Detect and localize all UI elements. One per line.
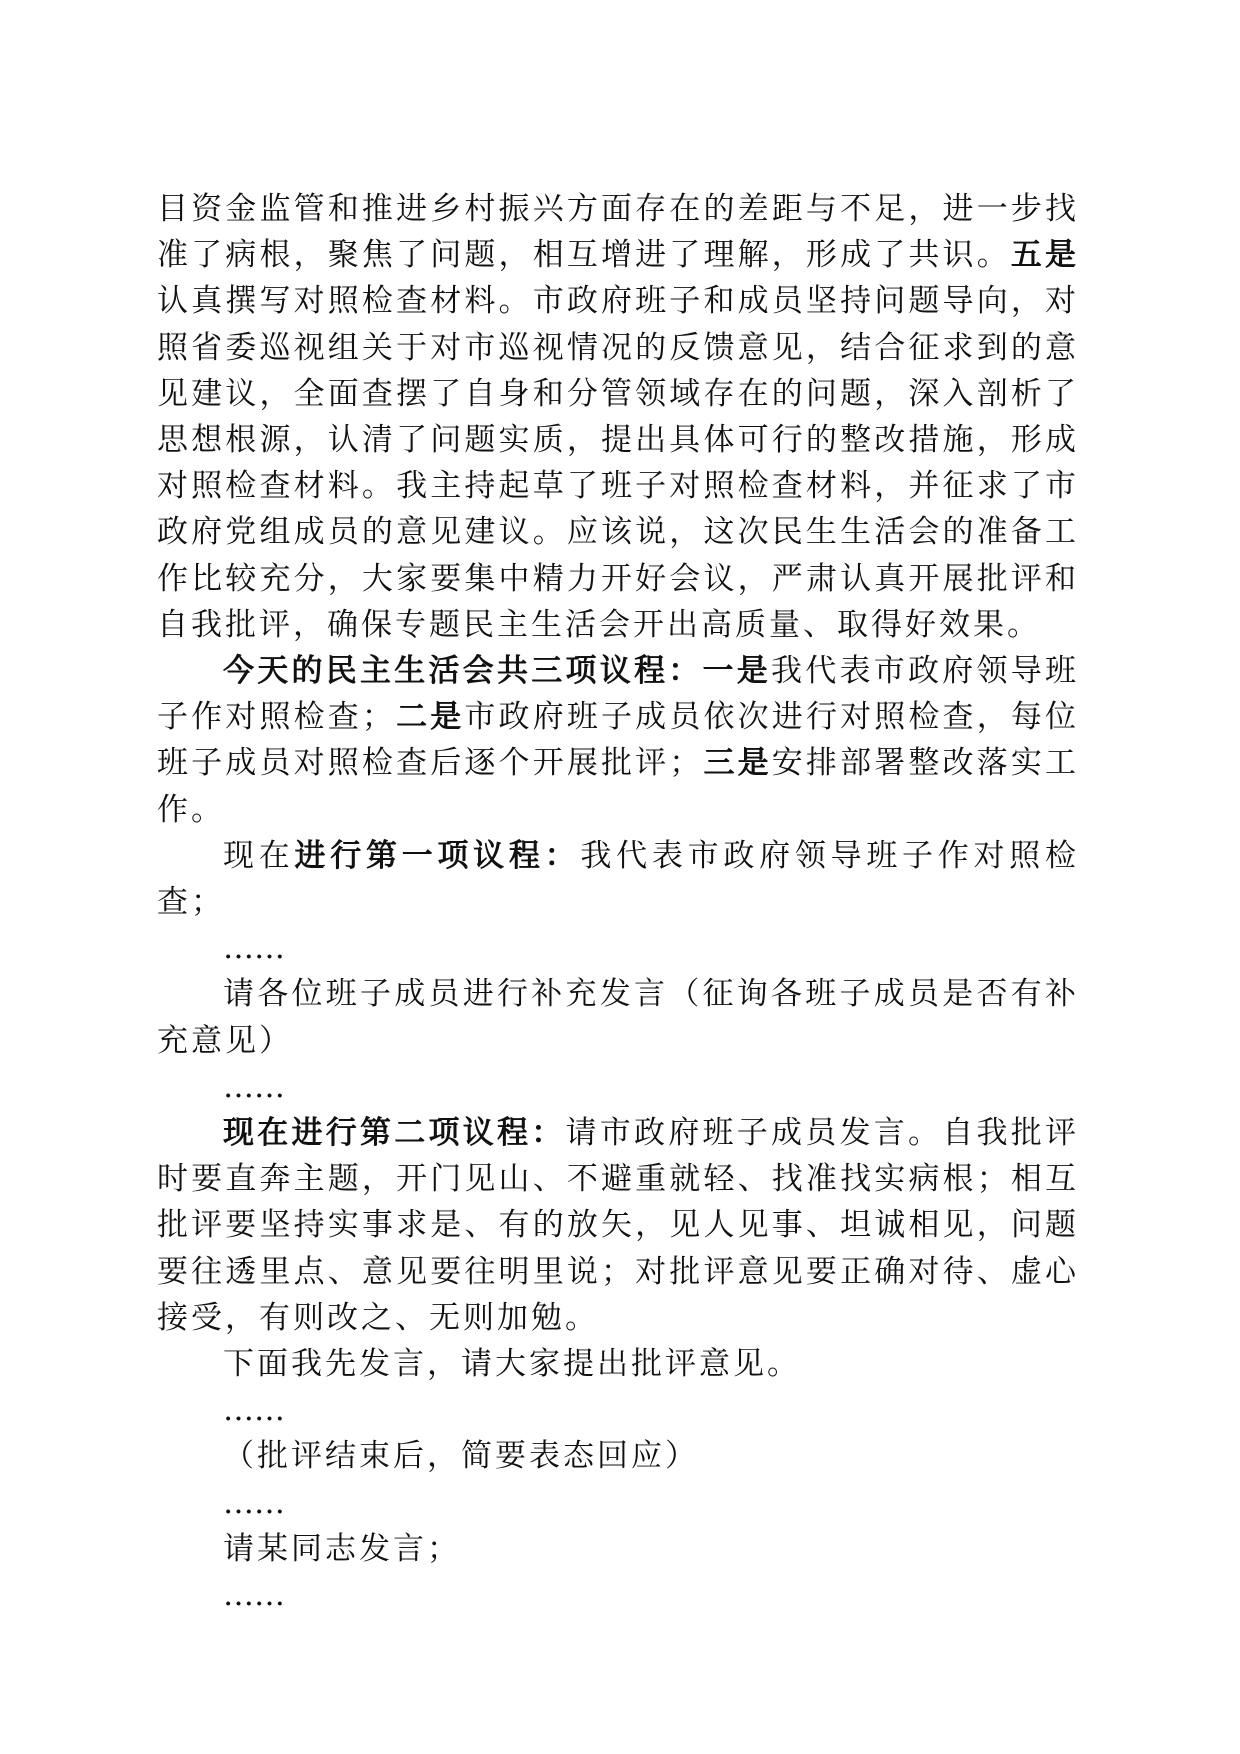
bold-text: 三是: [703, 745, 772, 782]
text-segment: 请市政府班子成员发言。自我批评时要直奔主题，开门见山、不避重就轻、找准找实病根；相互批评要坚持实事求是、有的放矢，见人见事、坦诚相见，问题要往透里点、意见要往明里说；对批评意见要正确对待、虚心接受，有则改之、无则加勉。: [157, 1115, 1079, 1336]
bold-text: 进行第一项议程：: [294, 837, 581, 874]
text-segment: 安排部署整改落实工作。: [157, 745, 1080, 828]
paragraph: [157, 1526, 1079, 1572]
text-segment: 我代表市政府领导班子作对照检查；: [157, 837, 1080, 921]
bold-text: 一是: [702, 653, 771, 690]
paragraph: [157, 1433, 1079, 1479]
text-segment: 现在: [223, 837, 295, 874]
text-segment: 认真撰写对照检查材料。市政府班子和成员坚持问题导向，对照省委巡视组关于对市巡视情况的反馈意见，结合征求到的意见建议，全面查摆了自身和分管领域存在的问题，深入剖析了思想根源，认清了问题实质，提出具体可行的整改措施，形成对照检查材料。我主持起草了班子对照检查材料，并征求了市政府党组成员的意见建议。应该说，这次民生生活会的准备工作比较充分，大家要集中精力开好会议，严肃认真开展批评和自我批评，确保专题民主生活会开出高质量、取得好效果。: [157, 283, 1079, 643]
bold-text: 今天的民主生活会共三项议程：: [223, 653, 703, 690]
text-segment: 请各位班子成员进行补充发言（征询各班子成员是否有补充意见）: [157, 976, 1079, 1059]
text-segment: 请某同志发言；: [223, 1530, 461, 1567]
bold-text: 五是: [1010, 237, 1079, 274]
ellipsis-line: [157, 1572, 1079, 1618]
ellipsis-line: [157, 1387, 1079, 1433]
paragraph: [157, 1341, 1079, 1387]
text-segment: ……: [223, 1577, 285, 1614]
text-segment: ……: [223, 930, 285, 967]
paragraph: [157, 833, 1079, 925]
document-body: [157, 186, 1079, 1618]
paragraph: [157, 971, 1079, 1063]
paragraph: [157, 186, 1079, 648]
text-segment: ……: [223, 1484, 285, 1521]
text-segment: ……: [223, 1392, 285, 1429]
text-segment: 下面我先发言，请大家提出批评意见。: [223, 1346, 801, 1383]
text-segment: 市政府班子成员依次进行对照检查，每位班子成员对照检查后逐个开展批评；: [157, 699, 1080, 782]
text-segment: （批评结束后，简要表态回应）: [223, 1438, 699, 1475]
ellipsis-line: [157, 925, 1079, 971]
bold-text: 现在进行第二项议程：: [223, 1115, 566, 1152]
text-segment: 我代表市政府领导班子作对照检查；: [157, 653, 1079, 736]
ellipsis-line: [157, 1064, 1079, 1110]
paragraph: [157, 1110, 1079, 1341]
text-segment: ……: [223, 1068, 285, 1105]
ellipsis-line: [157, 1480, 1079, 1526]
paragraph: [157, 648, 1079, 833]
bold-text: 二是: [395, 699, 465, 736]
text-segment: 目资金监管和推进乡村振兴方面存在的差距与不足，进一步找准了病根，聚焦了问题，相互增进了理解，形成了共识。: [157, 191, 1079, 274]
